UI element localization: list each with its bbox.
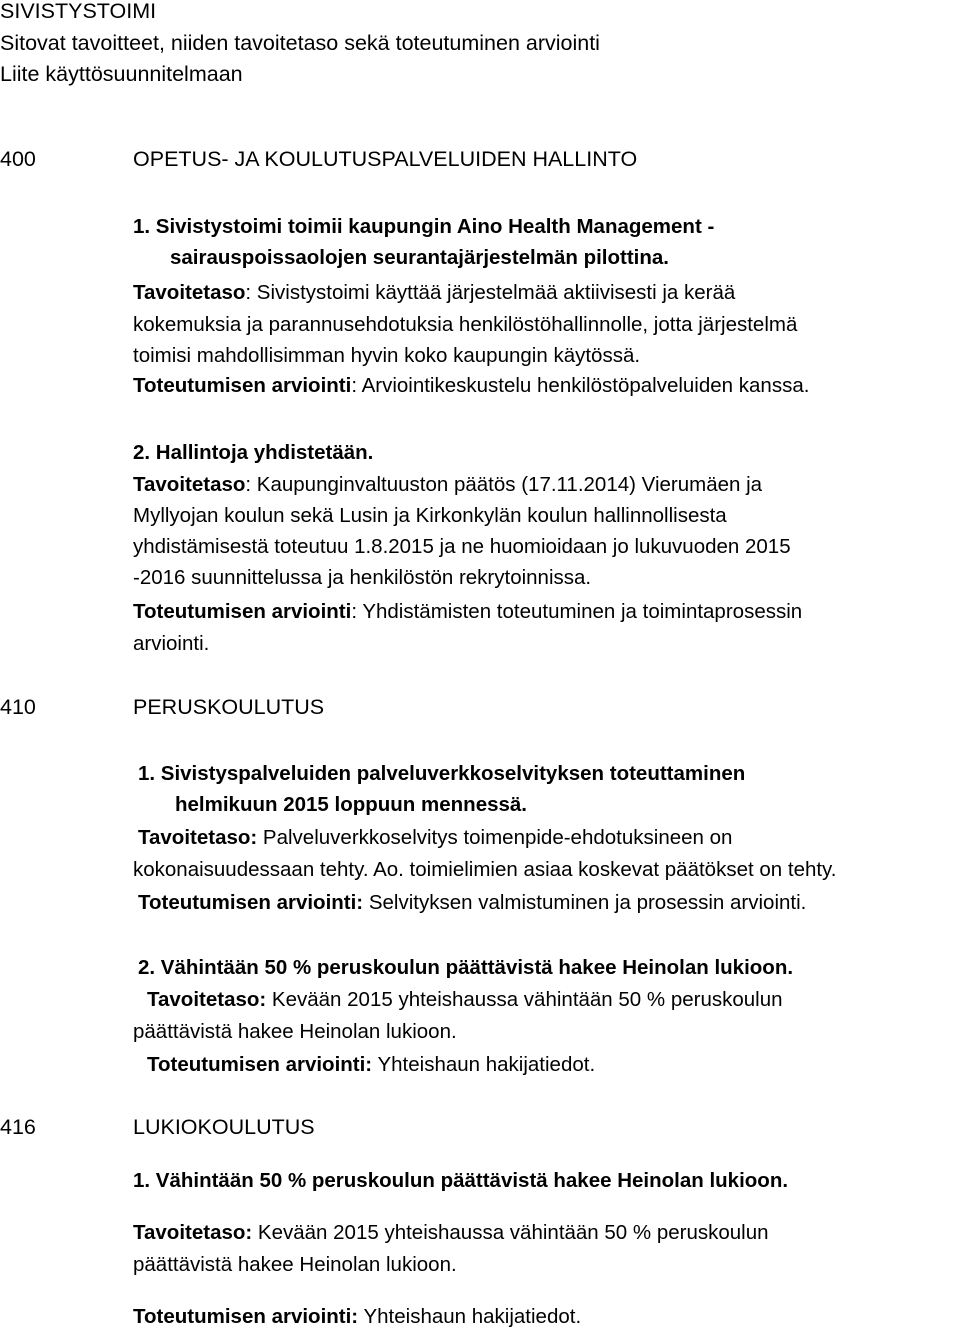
evaluation-text: Toteutumisen arviointi: Arviointikeskustelu henkilöstöpalveluiden kanssa. — [133, 374, 810, 397]
target-text: kokonaisuudessaan tehty. Ao. toimielimien asiaa koskevat päätökset on tehty. — [133, 858, 837, 881]
document-appendix: Liite käyttösuunnitelmaan — [0, 62, 243, 86]
goal-title: 2. Hallintoja yhdistetään. — [133, 441, 374, 464]
evaluation-text: Toteutumisen arviointi: Yhteishaun hakijatiedot. — [133, 1305, 582, 1328]
section-code-400: 400 — [0, 147, 36, 171]
evaluation-label: Toteutumisen arviointi: — [147, 1053, 373, 1076]
goal-title: 1. Sivistyspalveluiden palveluverkkoselvityksen toteuttaminen — [138, 762, 746, 785]
section-name-410: PERUSKOULUTUS — [133, 695, 325, 719]
section-code-416: 416 — [0, 1115, 36, 1139]
goal-title: 1. Vähintään 50 % peruskoulun päättävistä hakee Heinolan lukioon. — [133, 1169, 789, 1192]
target-text: toimisi mahdollisimman hyvin koko kaupungin käytössä. — [133, 344, 641, 367]
evaluation-label: Toteutumisen arviointi: — [138, 891, 364, 914]
target-text: päättävistä hakee Heinolan lukioon. — [133, 1253, 457, 1276]
target-text: Myllyojan koulun sekä Lusin ja Kirkonkylän koulun hallinnollisesta — [133, 504, 727, 527]
target-label: Tavoitetaso: — [138, 826, 258, 849]
target-text: Tavoitetaso: Kevään 2015 yhteishaussa vähintään 50 % peruskoulun — [133, 1221, 769, 1244]
goal-title: helmikuun 2015 loppuun mennessä. — [175, 793, 528, 816]
document-title: SIVISTYSTOIMI — [0, 0, 157, 23]
target-text: Tavoitetaso: Sivistystoimi käyttää järjestelmää aktiivisesti ja kerää — [133, 281, 736, 304]
target-text: -2016 suunnittelussa ja henkilöstön rekrytoinnissa. — [133, 566, 592, 589]
evaluation-text: arviointi. — [133, 632, 210, 655]
target-label: Tavoitetaso — [133, 281, 246, 304]
evaluation-label: Toteutumisen arviointi — [133, 374, 352, 397]
evaluation-text: Toteutumisen arviointi: Yhdistämisten toteutuminen ja toimintaprosessin — [133, 600, 803, 623]
document-subtitle: Sitovat tavoitteet, niiden tavoitetaso sekä toteutuminen arviointi — [0, 31, 600, 55]
goal-title: sairauspoissaolojen seurantajärjestelmän pilottina. — [170, 246, 669, 269]
evaluation-text: Toteutumisen arviointi: Selvityksen valmistuminen ja prosessin arviointi. — [138, 891, 807, 914]
target-label: Tavoitetaso — [133, 473, 246, 496]
target-text: päättävistä hakee Heinolan lukioon. — [133, 1020, 457, 1043]
evaluation-label: Toteutumisen arviointi — [133, 600, 352, 623]
evaluation-text: Toteutumisen arviointi: Yhteishaun hakijatiedot. — [147, 1053, 596, 1076]
target-text: Tavoitetaso: Kaupunginvaltuuston päätös (17.11.2014) Vierumäen ja — [133, 473, 763, 496]
target-label: Tavoitetaso: — [147, 988, 267, 1011]
evaluation-label: Toteutumisen arviointi: — [133, 1305, 359, 1328]
target-text: Tavoitetaso: Kevään 2015 yhteishaussa vähintään 50 % peruskoulun — [147, 988, 783, 1011]
section-name-400: OPETUS- JA KOULUTUSPALVELUIDEN HALLINTO — [133, 147, 638, 171]
target-text: yhdistämisestä toteutuu 1.8.2015 ja ne huomioidaan jo lukuvuoden 2015 — [133, 535, 791, 558]
target-text: kokemuksia ja parannusehdotuksia henkilöstöhallinnolle, jotta järjestelmä — [133, 313, 798, 336]
goal-title: 1. Sivistystoimi toimii kaupungin Aino Health Management - — [133, 215, 715, 238]
goal-title: 2. Vähintään 50 % peruskoulun päättävistä hakee Heinolan lukioon. — [138, 956, 794, 979]
section-code-410: 410 — [0, 695, 36, 719]
target-text: Tavoitetaso: Palveluverkkoselvitys toimenpide-ehdotuksineen on — [138, 826, 733, 849]
target-label: Tavoitetaso: — [133, 1221, 253, 1244]
section-name-416: LUKIOKOULUTUS — [133, 1115, 315, 1139]
